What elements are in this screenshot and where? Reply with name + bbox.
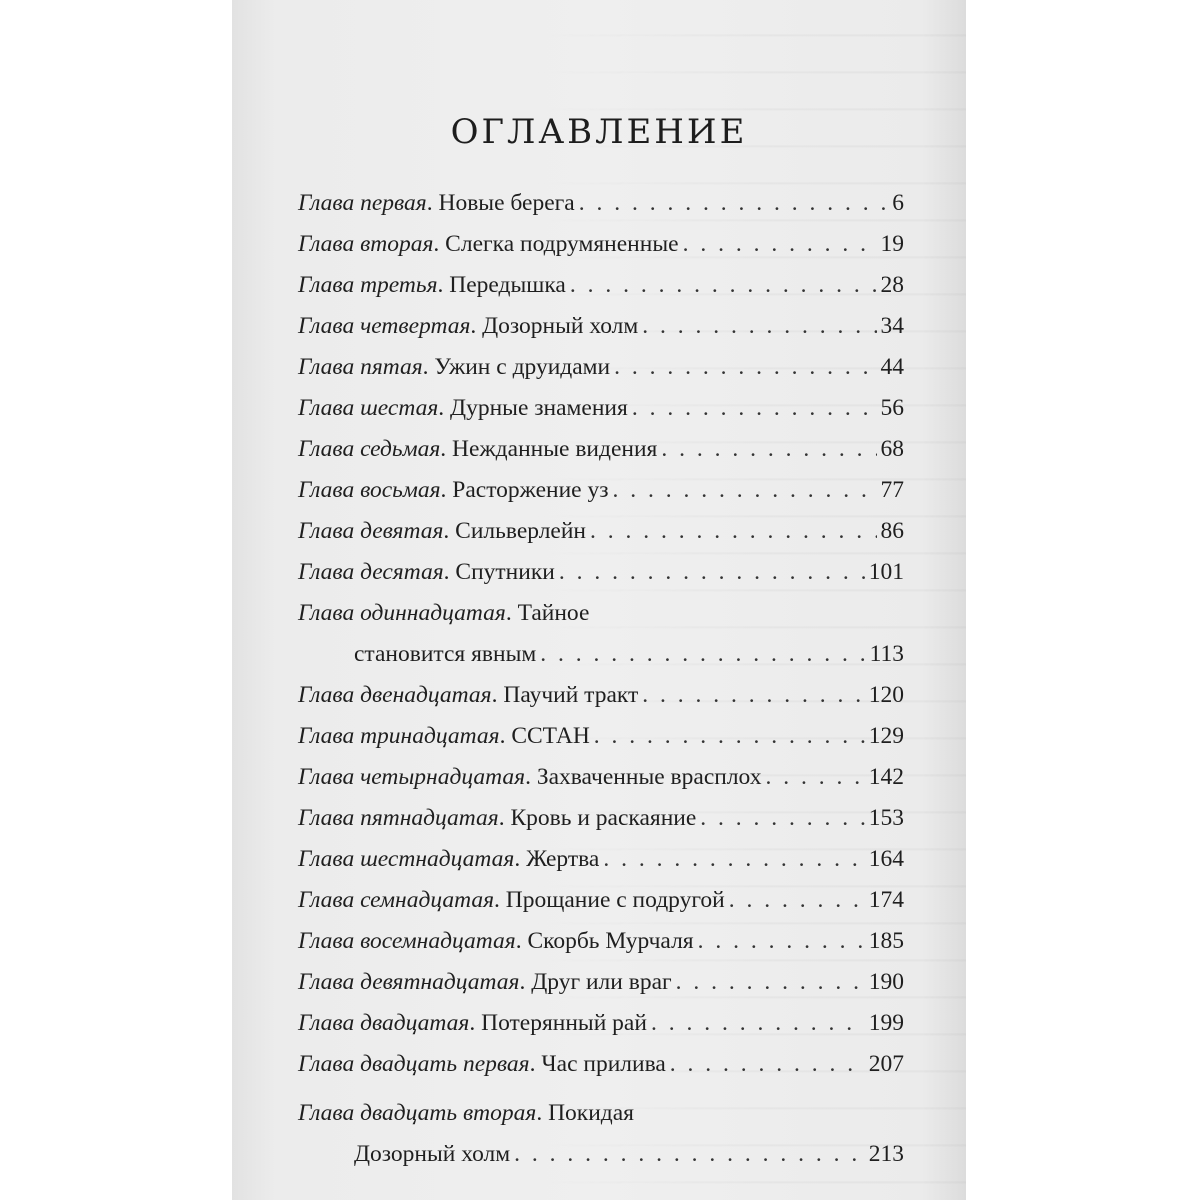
toc-entry: Глава шестая . Дурные знамения . . . 56	[298, 388, 904, 429]
toc-entry: Глава четвертая . Дозорный холм . . . 34	[298, 306, 904, 347]
chapter-label: Глава одиннадцатая	[298, 600, 506, 626]
chapter-title: Дурные знамения	[450, 395, 628, 421]
dot-leader	[559, 552, 865, 593]
dot-leader	[579, 183, 889, 224]
page-number: 28	[880, 272, 904, 298]
chapter-title-continued: становится явным	[354, 641, 537, 667]
chapter-title: Расторжение уз	[452, 477, 609, 503]
dot-leader	[613, 470, 877, 511]
page-number: 34	[880, 313, 904, 339]
toc-entry	[298, 593, 904, 675]
chapter-label: Глава двадцать вторая	[298, 1100, 537, 1126]
chapter-title: ССТАН	[511, 723, 590, 749]
chapter-label: Глава седьмая	[298, 436, 441, 462]
page-number: 77	[880, 477, 904, 503]
page-number: 185	[868, 928, 904, 954]
page-number: 174	[868, 887, 904, 913]
dot-leader	[540, 634, 865, 675]
dot-leader	[570, 265, 877, 306]
chapter-label: Глава девятая	[298, 518, 444, 544]
chapter-label: Глава вторая	[298, 231, 434, 257]
page-number: 19	[880, 231, 904, 257]
dot-leader	[514, 1134, 865, 1175]
dot-leader	[651, 1003, 865, 1044]
toc-entry: Глава первая . Новые берега . . . 6	[298, 183, 904, 224]
toc-entry: Глава пятая . Ужин с друидами . . . 44	[298, 347, 904, 388]
dot-leader	[642, 675, 864, 716]
page-number: 142	[868, 764, 904, 790]
dot-leader	[632, 388, 877, 429]
chapter-title: Дозорный холм	[482, 313, 639, 339]
chapter-title: Потерянный рай	[481, 1010, 647, 1036]
chapter-title: Новые берега	[438, 190, 575, 216]
chapter-title-continued: Дозорный холм	[354, 1141, 511, 1167]
chapter-title: Друг или враг	[531, 969, 672, 995]
toc-entry	[298, 1093, 904, 1175]
chapter-title: Тайное	[517, 600, 590, 626]
toc-entry-line	[298, 634, 904, 675]
toc-entry: Глава двадцатая . Потерянный рай . . . 199	[298, 1003, 904, 1044]
dot-leader	[683, 224, 877, 265]
toc-entry: Глава пятнадцатая . Кровь и раскаяние . . . 153	[298, 798, 904, 839]
toc-entry-line: Глава двадцать вторая. Покидая	[298, 1100, 634, 1126]
toc-entry: Глава третья . Передышка . . . 28	[298, 265, 904, 306]
toc-entry: Глава двенадцатая . Паучий тракт . . . 120	[298, 675, 904, 716]
chapter-label: Глава пятая	[298, 354, 423, 380]
page-number: 164	[868, 846, 904, 872]
chapter-title: Час прилива	[541, 1051, 666, 1077]
chapter-title: Прощание с подругой	[505, 887, 725, 913]
chapter-title: Передышка	[449, 272, 566, 298]
dot-leader	[614, 347, 876, 388]
page-title: ОГЛАВЛЕНИЕ	[450, 112, 748, 152]
toc-entry: Глава семнадцатая . Прощание с подругой . . . 174	[298, 880, 904, 921]
toc-entry: Глава шестнадцатая . Жертва . . . 164	[298, 839, 904, 880]
chapter-title: Покидая	[548, 1100, 634, 1126]
dot-leader	[590, 511, 876, 552]
chapter-label: Глава тринадцатая	[298, 723, 500, 749]
chapter-title: Сильверлейн	[455, 518, 587, 544]
chapter-label: Глава третья	[298, 272, 438, 298]
chapter-label: Глава восемнадцатая	[298, 928, 516, 954]
chapter-label: Глава шестая	[298, 395, 439, 421]
toc-entry: Глава двадцать первая . Час прилива . . . 207	[298, 1044, 904, 1085]
chapter-title: Ужин с друидами	[434, 354, 611, 380]
dot-leader	[698, 921, 865, 962]
chapter-label: Глава двадцать первая	[298, 1051, 530, 1077]
toc-entry: Глава седьмая . Нежданные видения . . . 68	[298, 429, 904, 470]
toc-entry: Глава восьмая . Расторжение уз . . . 77	[298, 470, 904, 511]
toc-entry: Глава четырнадцатая . Захваченные врасплох . . . 142	[298, 757, 904, 798]
dot-leader	[594, 716, 865, 757]
chapter-label: Глава шестнадцатая	[298, 846, 515, 872]
page-number: 213	[868, 1141, 904, 1167]
toc-entry: Глава девятая . Сильверлейн . . . 86	[298, 511, 904, 552]
chapter-title: Спутники	[455, 559, 555, 585]
chapter-label: Глава восьмая	[298, 477, 441, 503]
chapter-label: Глава двенадцатая	[298, 682, 492, 708]
page-number: 113	[869, 641, 904, 667]
page-number: 101	[868, 559, 904, 585]
chapter-label: Глава двадцатая	[298, 1010, 470, 1036]
chapter-title: Скорбь Мурчаля	[527, 928, 694, 954]
chapter-label: Глава четвертая	[298, 313, 471, 339]
chapter-label: Глава первая	[298, 190, 427, 216]
page-number: 120	[868, 682, 904, 708]
chapter-title: Жертва	[526, 846, 600, 872]
page-number: 68	[880, 436, 904, 462]
page-number: 86	[880, 518, 904, 544]
toc-entry: Глава вторая . Слегка подрумяненные . . . 19	[298, 224, 904, 265]
chapter-title: Паучий тракт	[503, 682, 639, 708]
dot-leader	[642, 306, 876, 347]
page-number: 207	[868, 1051, 904, 1077]
dot-leader	[603, 839, 864, 880]
toc-entry-line	[298, 1134, 904, 1175]
page-number: 199	[868, 1010, 904, 1036]
page-number: 44	[880, 354, 904, 380]
toc-entry: Глава тринадцатая . ССТАН . . . 129	[298, 716, 904, 757]
chapter-label: Глава пятнадцатая	[298, 805, 499, 831]
toc-entry: Глава десятая . Спутники . . . 101	[298, 552, 904, 593]
chapter-title: Захваченные врасплох	[536, 764, 762, 790]
chapter-label: Глава девятнадцатая	[298, 969, 520, 995]
chapter-title: Нежданные видения	[452, 436, 658, 462]
dot-leader	[661, 429, 876, 470]
page-number: 129	[868, 723, 904, 749]
chapter-label: Глава семнадцатая	[298, 887, 495, 913]
chapter-label: Глава четырнадцатая	[298, 764, 526, 790]
page-number: 56	[880, 395, 904, 421]
table-of-contents	[298, 183, 904, 1175]
chapter-title: Слегка подрумяненные	[445, 231, 679, 257]
dot-leader	[700, 798, 864, 839]
dot-leader	[676, 962, 865, 1003]
chapter-label: Глава десятая	[298, 559, 444, 585]
chapter-title: Кровь и раскаяние	[510, 805, 697, 831]
dot-leader	[729, 880, 865, 921]
page-number: 190	[868, 969, 904, 995]
page-number: 153	[868, 805, 904, 831]
dot-leader	[670, 1044, 865, 1085]
toc-entry-line: Глава одиннадцатая. Тайное	[298, 600, 590, 626]
page-number: 6	[892, 190, 904, 216]
toc-entry: Глава девятнадцатая . Друг или враг . . . 190	[298, 962, 904, 1003]
toc-entry: Глава восемнадцатая . Скорбь Мурчаля . . . 185	[298, 921, 904, 962]
dot-leader	[765, 757, 864, 798]
